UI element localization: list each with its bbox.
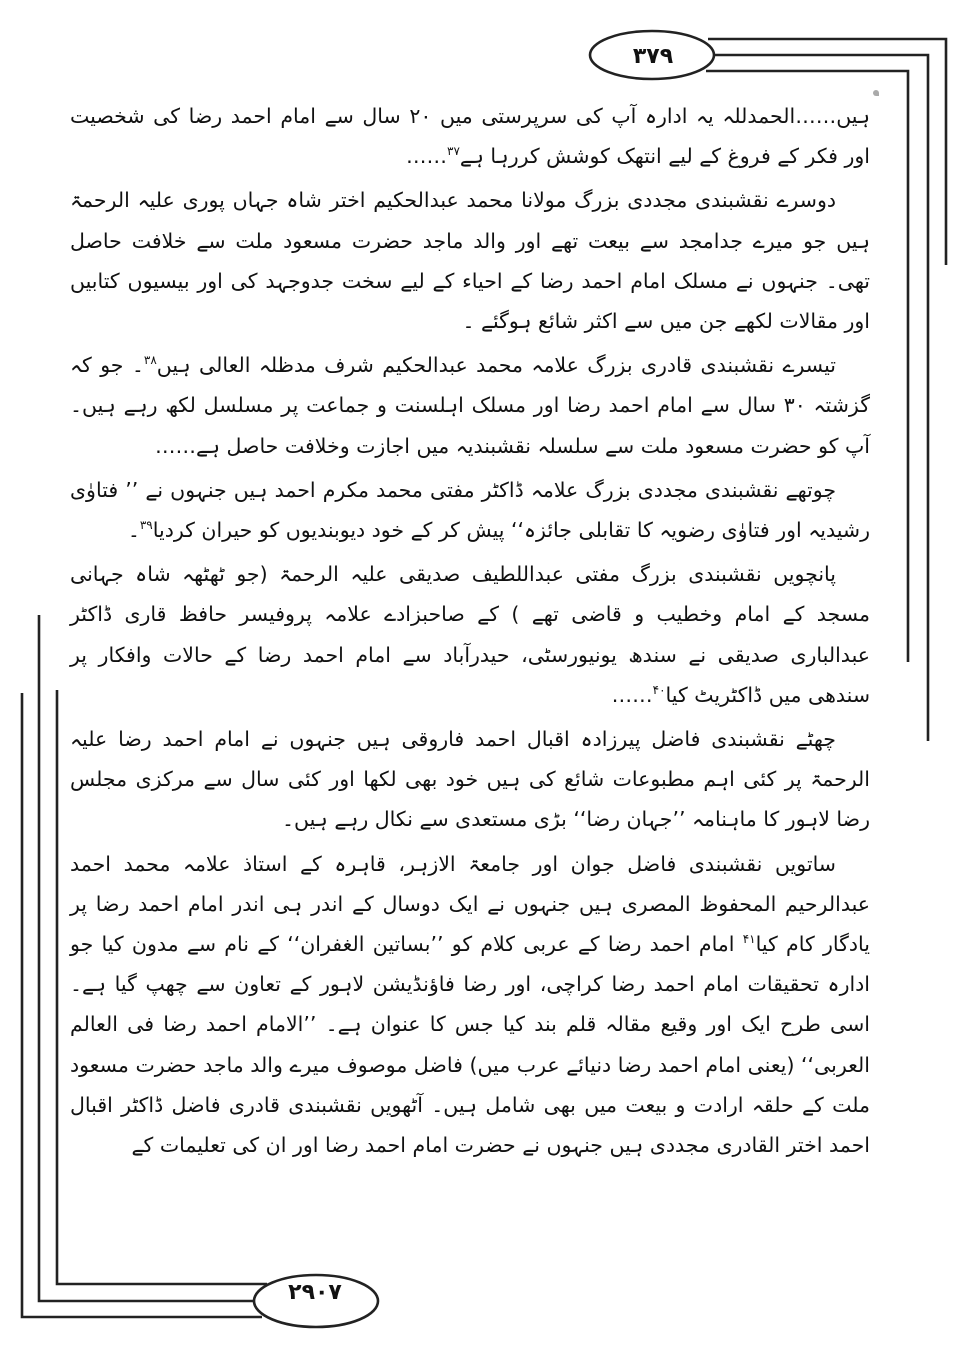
- paragraph-5: [70, 554, 870, 715]
- footnote-ref: ۳۷: [447, 144, 460, 159]
- paragraph-text: دوسرے نقشبندی مجددی بزرگ مولانا محمد عبدالحکیم اختر شاہ جہاں پوری علیہ الرحمۃ ہیں جو میرے جدامجد سے بیعت تھے اور والد ماجد حضرت مسعود ملت سے خلافت حاصل تھی۔ جنہوں نے مسلک امام احمد رضا کے احیاء کے لیے سخت جدوجہد کی اور بیسیوں کتابیں اور مقالات لکھے جن میں سے اکثر شائع ہوگئے ۔: [70, 188, 870, 334]
- paragraph-7: [70, 844, 870, 1166]
- paragraph-3: [70, 345, 870, 466]
- paragraph-text: ہیں……الحمدللہ یہ ادارہ آپ کی سرپرستی میں ۲۰ سال سے امام احمد رضا کی شخصیت اور فکر کے فروغ کے لیے انتھک کوشش کررہا ہے: [70, 104, 870, 169]
- page-number-bottom: ۲۹۰۷: [288, 1280, 342, 1305]
- footnote-ref: ۳۸: [143, 353, 157, 368]
- paragraph-tail: ۔ جو کہ گزشتہ ۳۰ سال سے امام احمد رضا اور مسلک اہلسنت و جماعت پر مسلسل لکھ رہے ہیں۔ آپ کو حضرت مسعود ملت سے سلسلہ نقشبندیہ میں اجازت وخلافت حاصل ہے……: [70, 353, 870, 458]
- paragraph-text: چھٹے نقشبندی فاضل پیرزادہ اقبال احمد فاروقی ہیں جنہوں نے امام احمد رضا علیہ الرحمۃ پر کئی اہم مطبوعات شائع کی ہیں خود بھی لکھا اور کئی سال سے مرکزی مجلس رضا لاہور کا ماہنامہ ’’جہان رضا‘‘ بڑی مستعدی سے نکال رہے ہیں۔: [70, 727, 870, 832]
- paragraph-1: [70, 96, 870, 176]
- paragraph-text: چوتھے نقشبندی مجددی بزرگ علامہ ڈاکٹر مفتی محمد مکرم احمد ہیں جنہوں نے ’’ فتاوٰی رشیدیہ اور فتاوٰی رضویہ کا تقابلی جائزہ‘‘ پیش کر کے خود دیوبندیوں کو حیران کردیا: [70, 477, 870, 543]
- page-number-top: ۳۷۹: [632, 44, 674, 69]
- paragraph-4: [70, 470, 870, 550]
- paragraph-text: ساتویں نقشبندی فاضل جوان اور جامعۃ الازہر، قاہرہ کے استاذ علامہ محمد احمد عبدالرحیم المحفوظ المصری ہیں جنہوں نے ایک دوسال کے اندر ہی اندر امام احمد رضا پر یادگار کام کیا: [70, 851, 870, 957]
- urdu-body-text: [70, 96, 870, 1165]
- paragraph-6: [70, 719, 870, 840]
- paragraph-tail: امام احمد رضا کے عربی کلام کو ’’بساتین الغفران‘‘ کے نام سے مدون کیا جو ادارہ تحقیقات امام احمد رضا کراچی، اور رضا فاؤنڈیشن لاہور کے تعاون سے چھپ گیا ہے۔ اسی طرح ایک اور وقیع مقالہ قلم بند کیا جس کا عنوان ہے۔ ’’الامام احمد رضا فی العالم العربی‘‘ (یعنی امام احمد رضا دنیائے عرب میں) فاضل موصوف میرے والد ماجد حضرت مسعود ملت کے حلقہ ارادت و بیعت میں بھی شامل ہیں۔ آٹھویں نقشبندی قادری فاضل ڈاکٹر اقبال احمد اختر القادری مجددی ہیں جنہوں نے حضرت امام احمد رضا اور ان کی تعلیمات کے: [70, 932, 870, 1158]
- footnote-ref: ۴۰: [652, 683, 666, 698]
- paragraph-tail: ……: [611, 682, 653, 707]
- footnote-ref: ۴۱: [742, 932, 756, 947]
- paragraph-2: [70, 180, 870, 341]
- paragraph-text: تیسرے نقشبندی قادری بزرگ علامہ محمد عبدالحکیم شرف مدظلہ العالی ہیں: [156, 353, 836, 378]
- footnote-ref: ۳۹: [139, 518, 153, 533]
- paragraph-tail: ۔: [127, 518, 140, 543]
- scan-mark: [873, 90, 879, 96]
- paragraph-text: پانچویں نقشبندی بزرگ مفتی عبداللطیف صدیقی علیہ الرحمۃ (جو ٹھٹھہ شاہ جہانی مسجد کے امام وخطیب و قاضی تھے ) کے صاحبزادے علامہ پروفیسر حافظ قاری ڈاکٹر عبدالباری صدیقی نے سندھ یونیورسٹی، حیدرآباد سے امام احمد رضا کے حالات وافکار پر سندھی میں ڈاکٹریٹ کیا: [70, 562, 870, 707]
- paragraph-tail: ……: [406, 144, 447, 169]
